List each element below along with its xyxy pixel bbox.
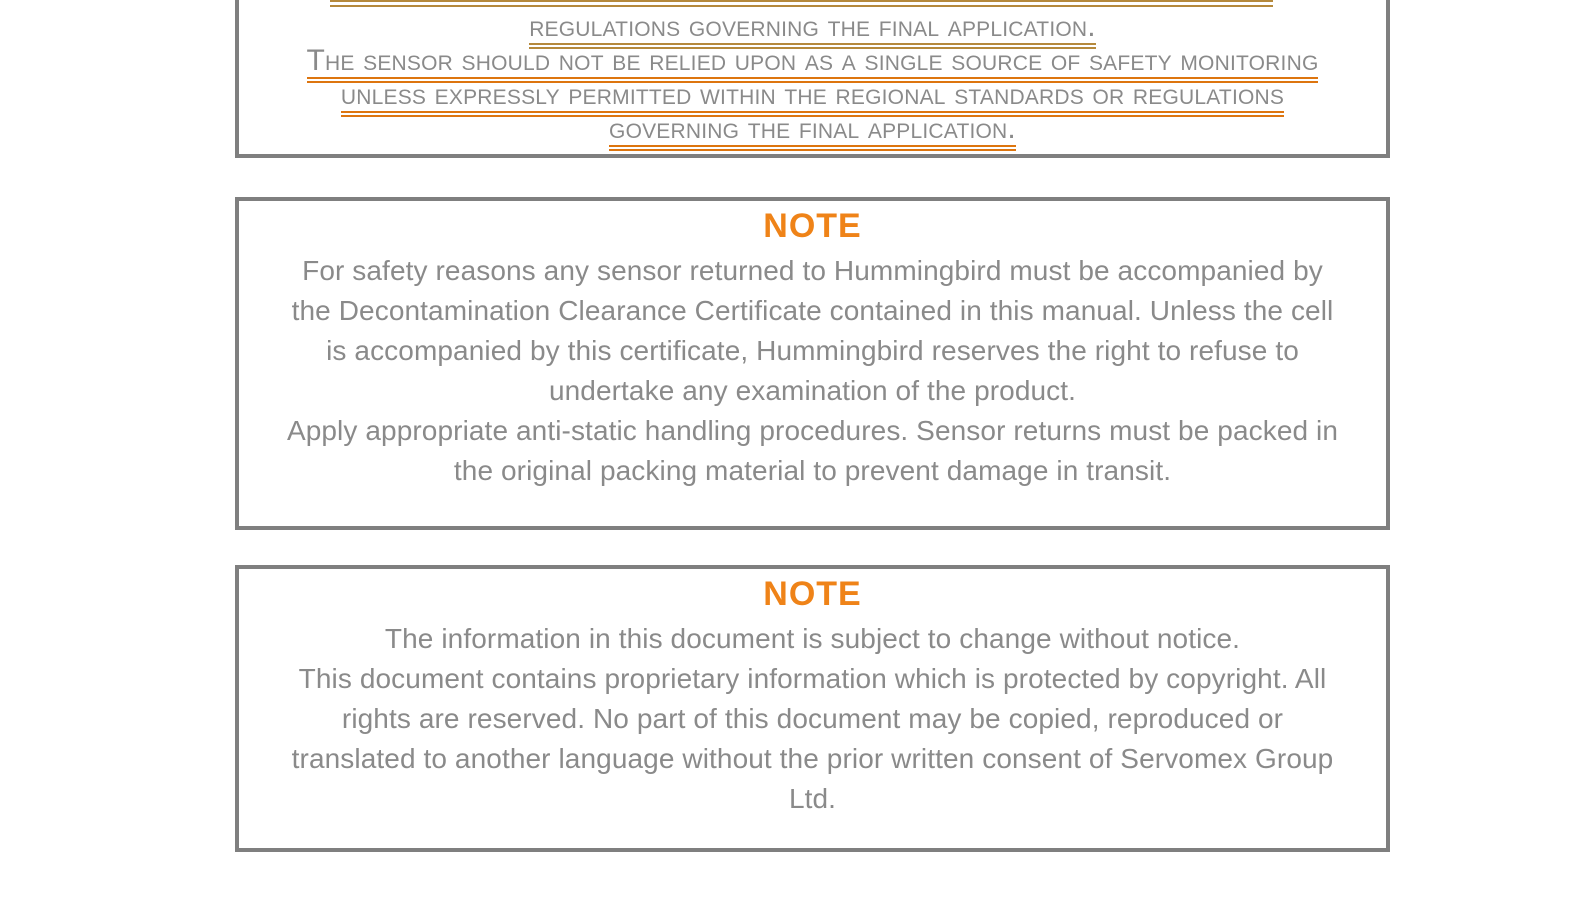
- warning-line-text: regulations governing the final application.: [529, 10, 1096, 49]
- warning-line: [239, 44, 1386, 78]
- note-text: [239, 251, 1386, 491]
- note-line: Apply appropriate anti-static handling procedures. Sensor returns must be packed in: [286, 415, 1339, 446]
- warning-line-text: governing the final application.: [609, 112, 1016, 151]
- cutoff-text-underline: [330, 0, 1273, 7]
- note-box-returns: [235, 197, 1390, 530]
- note-line: the Decontamination Clearance Certificate contained in this manual. Unless the cell: [291, 295, 1334, 326]
- note-line: the original packing material to prevent damage in transit.: [453, 455, 1172, 486]
- warning-line-text: The sensor should not be relied upon as a single source of safety monitoring: [307, 44, 1319, 83]
- note-line: rights are reserved. No part of this document may be copied, reproduced or: [341, 703, 1284, 734]
- note-line: For safety reasons any sensor returned to Hummingbird must be accompanied by: [302, 255, 1323, 286]
- note-line: This document contains proprietary information which is protected by copyright. All: [298, 663, 1327, 694]
- note-title: NOTE: [763, 575, 862, 613]
- note-line: undertake any examination of the product.: [548, 375, 1077, 406]
- warning-line: [239, 10, 1386, 44]
- warning-line: [239, 112, 1386, 146]
- note-line: is accompanied by this certificate, Hummingbird reserves the right to refuse to: [326, 335, 1299, 366]
- warning-box: [235, 0, 1390, 158]
- warning-text: [239, 10, 1386, 146]
- warning-line: [239, 78, 1386, 112]
- note-line: Ltd.: [788, 783, 837, 814]
- note-text: [239, 619, 1386, 819]
- note-title: NOTE: [763, 207, 862, 245]
- note-line: translated to another language without the prior written consent of Servomex Group: [291, 743, 1334, 774]
- note-line: The information in this document is subject to change without notice.: [384, 623, 1241, 654]
- note-box-copyright: [235, 565, 1390, 852]
- warning-line-text: unless expressly permitted within the regional standards or regulations: [341, 78, 1284, 117]
